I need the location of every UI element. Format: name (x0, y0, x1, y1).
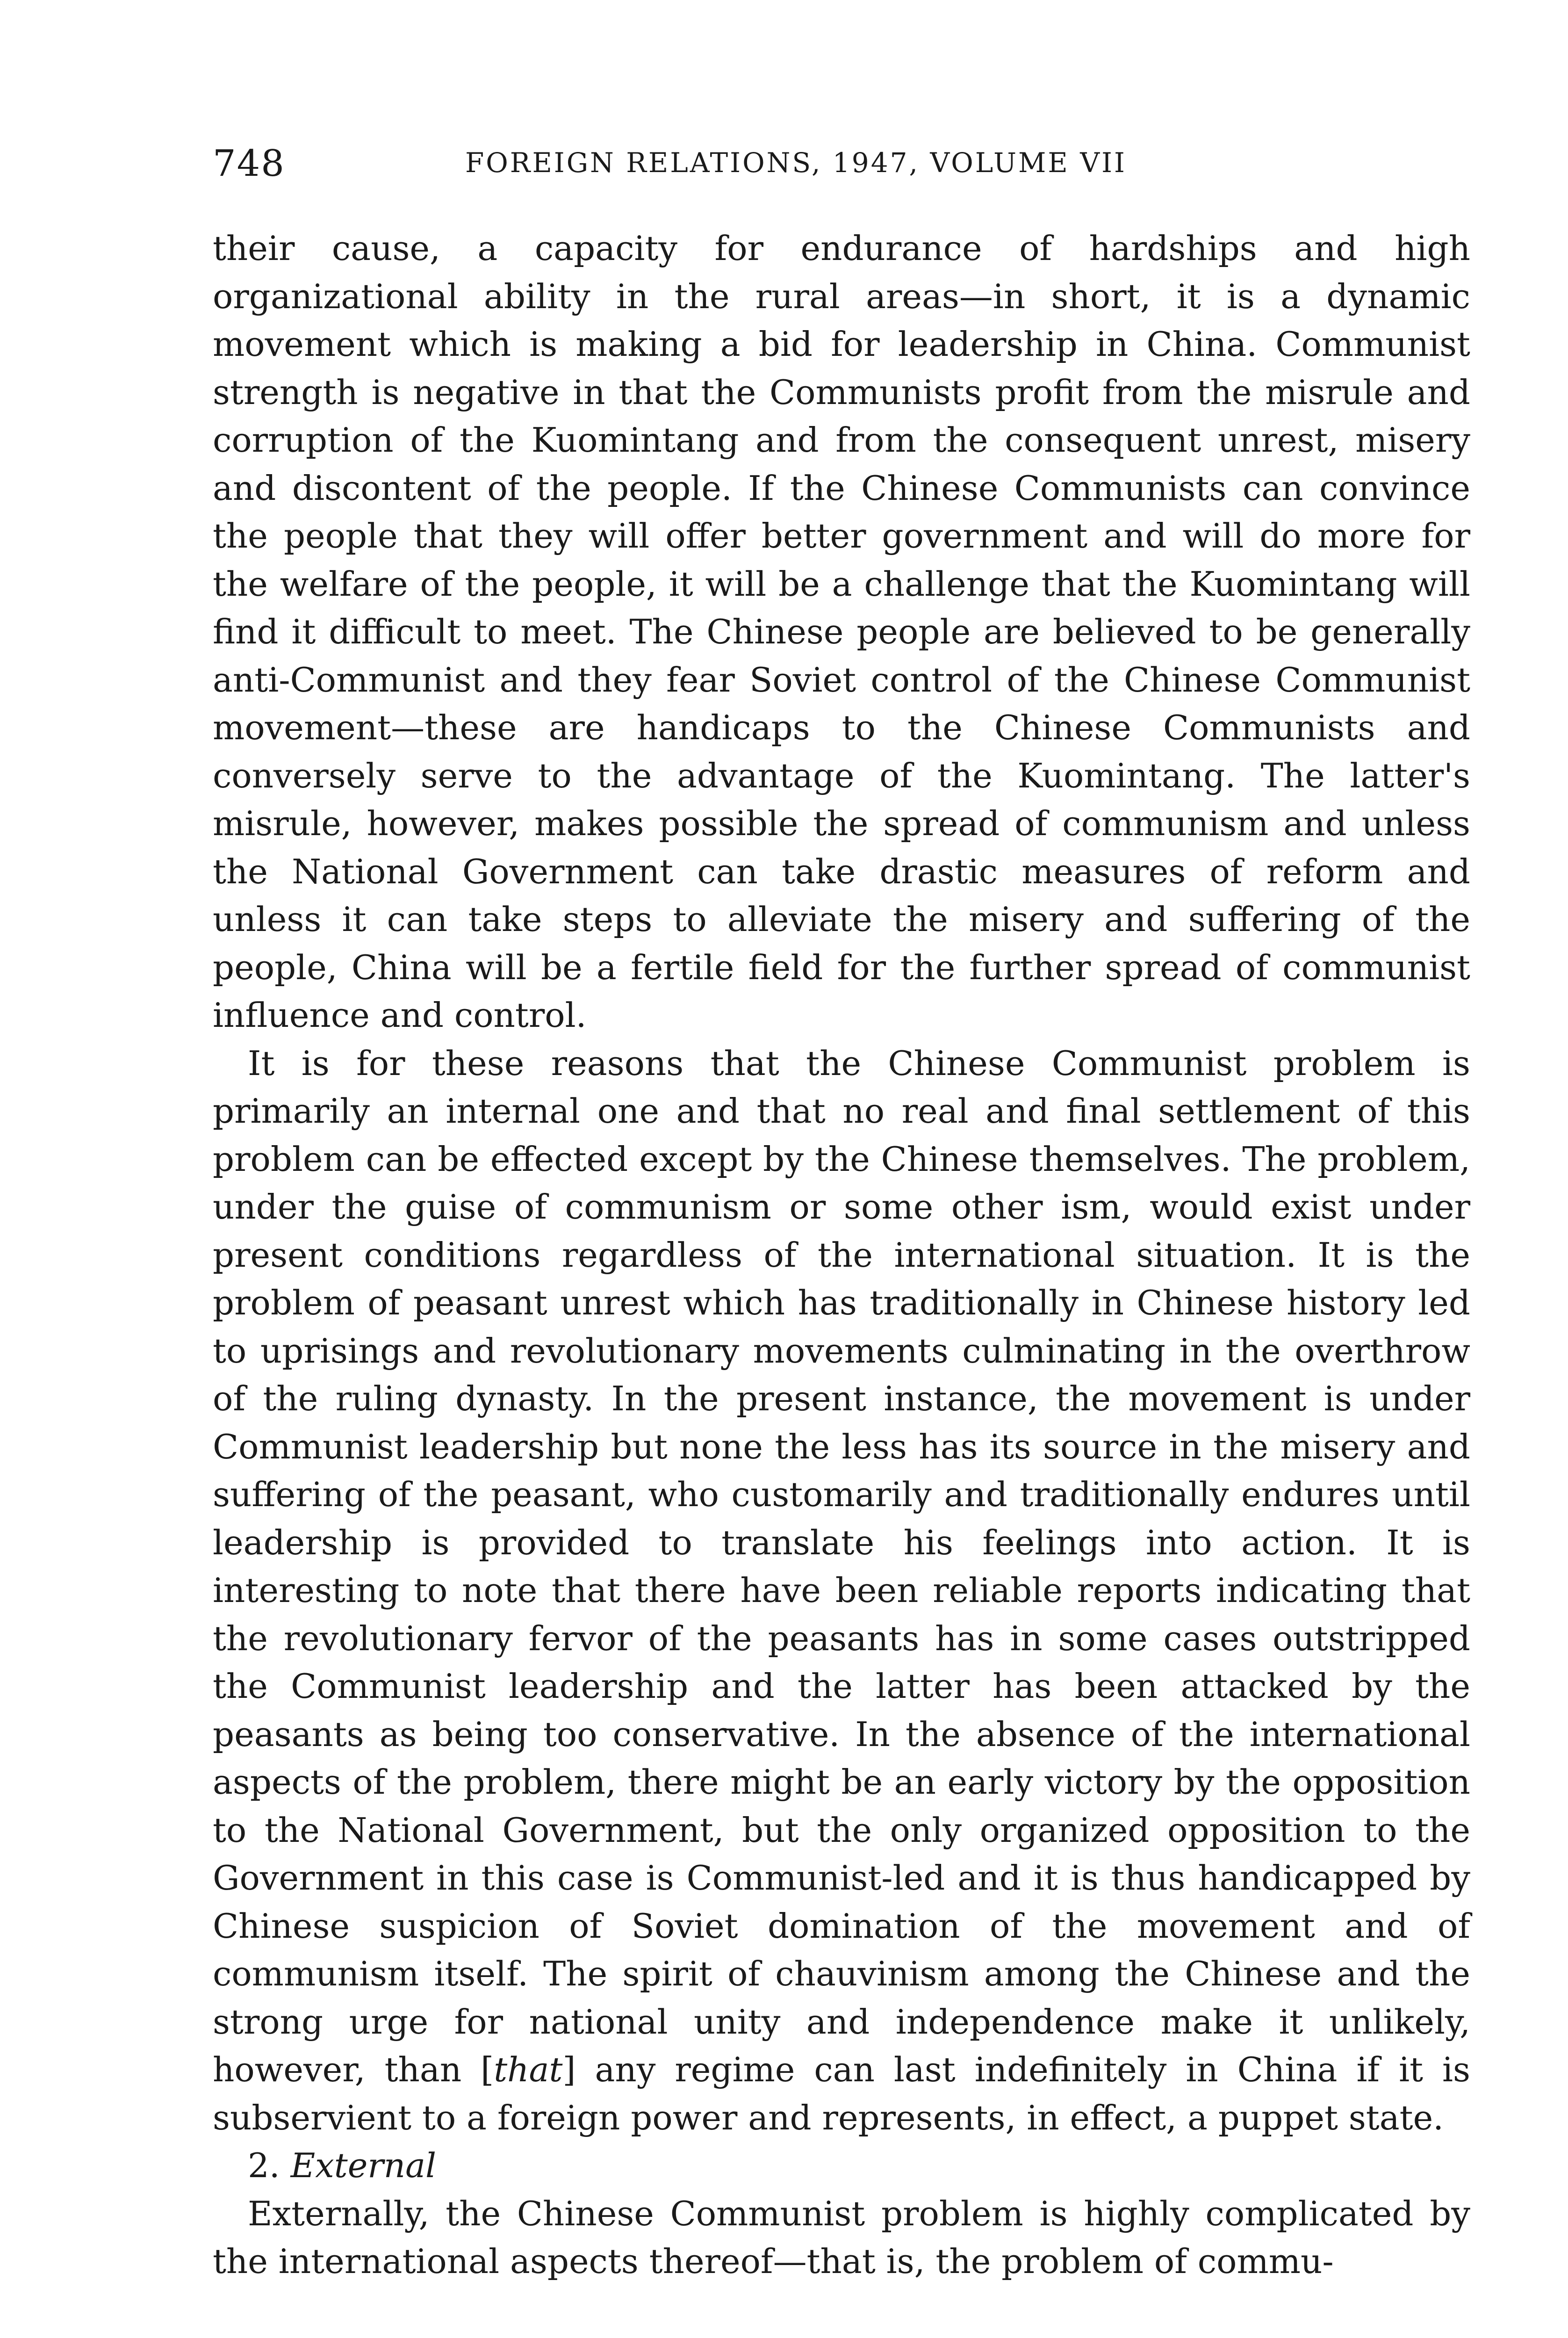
section-heading-external (213, 2142, 1470, 2190)
section-label: External (290, 2146, 437, 2185)
document-page (213, 140, 1470, 2286)
editorial-insertion: that (494, 2050, 563, 2089)
section-number: 2. (248, 2146, 291, 2185)
paragraph-external-problem: Externally, the Chinese Communist problem is highly complicated by the international aspects thereof—that is, the problem of commu- (213, 2194, 1470, 2281)
page-header (213, 140, 1470, 192)
running-head: FOREIGN RELATIONS, 1947, VOLUME VII (465, 147, 1127, 179)
body-text (213, 224, 1470, 2286)
page-number: 748 (213, 143, 285, 185)
paragraph-continuation: their cause, a capacity for endurance of hardships and high organizational ability in the rural areas—in short, it is a dynamic movement which is making a bid for leadership in China. Communist strength is negative in that the Communists profit from the misrule and corruption of the Kuomintang and from the consequent unrest, misery and discontent of the people. If the Chinese Communists can convince the people that they will offer better government and will do more for the welfare of the people, it will be a challenge that the Kuomintang will find it difficult to meet. The Chinese people are believed to be generally anti-Communist and they fear Soviet control of the Chinese Communist movement—these are handicaps to the Chinese Communists and conversely serve to the advantage of the Kuomintang. The latter's misrule, however, makes possible the spread of communism and unless the National Government can take drastic measures of reform and unless it can take steps to alleviate the misery and suffering of the people, China will be a fertile field for the further spread of communist influence and control. (213, 229, 1470, 1035)
paragraph-text-part: It is for these reasons that the Chinese Communist problem is primarily an internal one and that no real and final settlement of this problem can be effected except by the Chinese themselves. The problem, under the guise of communism or some other ism, would exist under present conditions regardless of the international situation. It is the problem of peasant unrest which has traditionally in Chinese history led to uprisings and revolutionary movements culminating in the overthrow of the ruling dynasty. In the present instance, the movement is under Communist leadership but none the less has its source in the misery and suffering of the peasant, who customarily and traditionally endures until leadership is provided to translate his feelings into action. It is interesting to note that there have been reliable reports indicating that the revolutionary fervor of the peasants has in some cases outstripped the Communist leadership and the latter has been attacked by the peasants as being too conservative. In the absence of the international aspects of the problem, there might be an early victory by the opposition to the National Government, but the only organized opposition to the Government in this case is Communist-led and it is thus handicapped by Chinese suspicion of Soviet domination of the movement and of communism itself. The spirit of chauvinism among the Chinese and the strong urge for national unity and independence make it unlikely, however, than [ (213, 1043, 1470, 2089)
paragraph-text-part: ] any regime can last indefinitely in China if it is subservient to a foreign power and represents, in effect, a puppet state. (213, 2050, 1470, 2137)
paragraph-internal-problem (213, 1039, 1470, 2142)
